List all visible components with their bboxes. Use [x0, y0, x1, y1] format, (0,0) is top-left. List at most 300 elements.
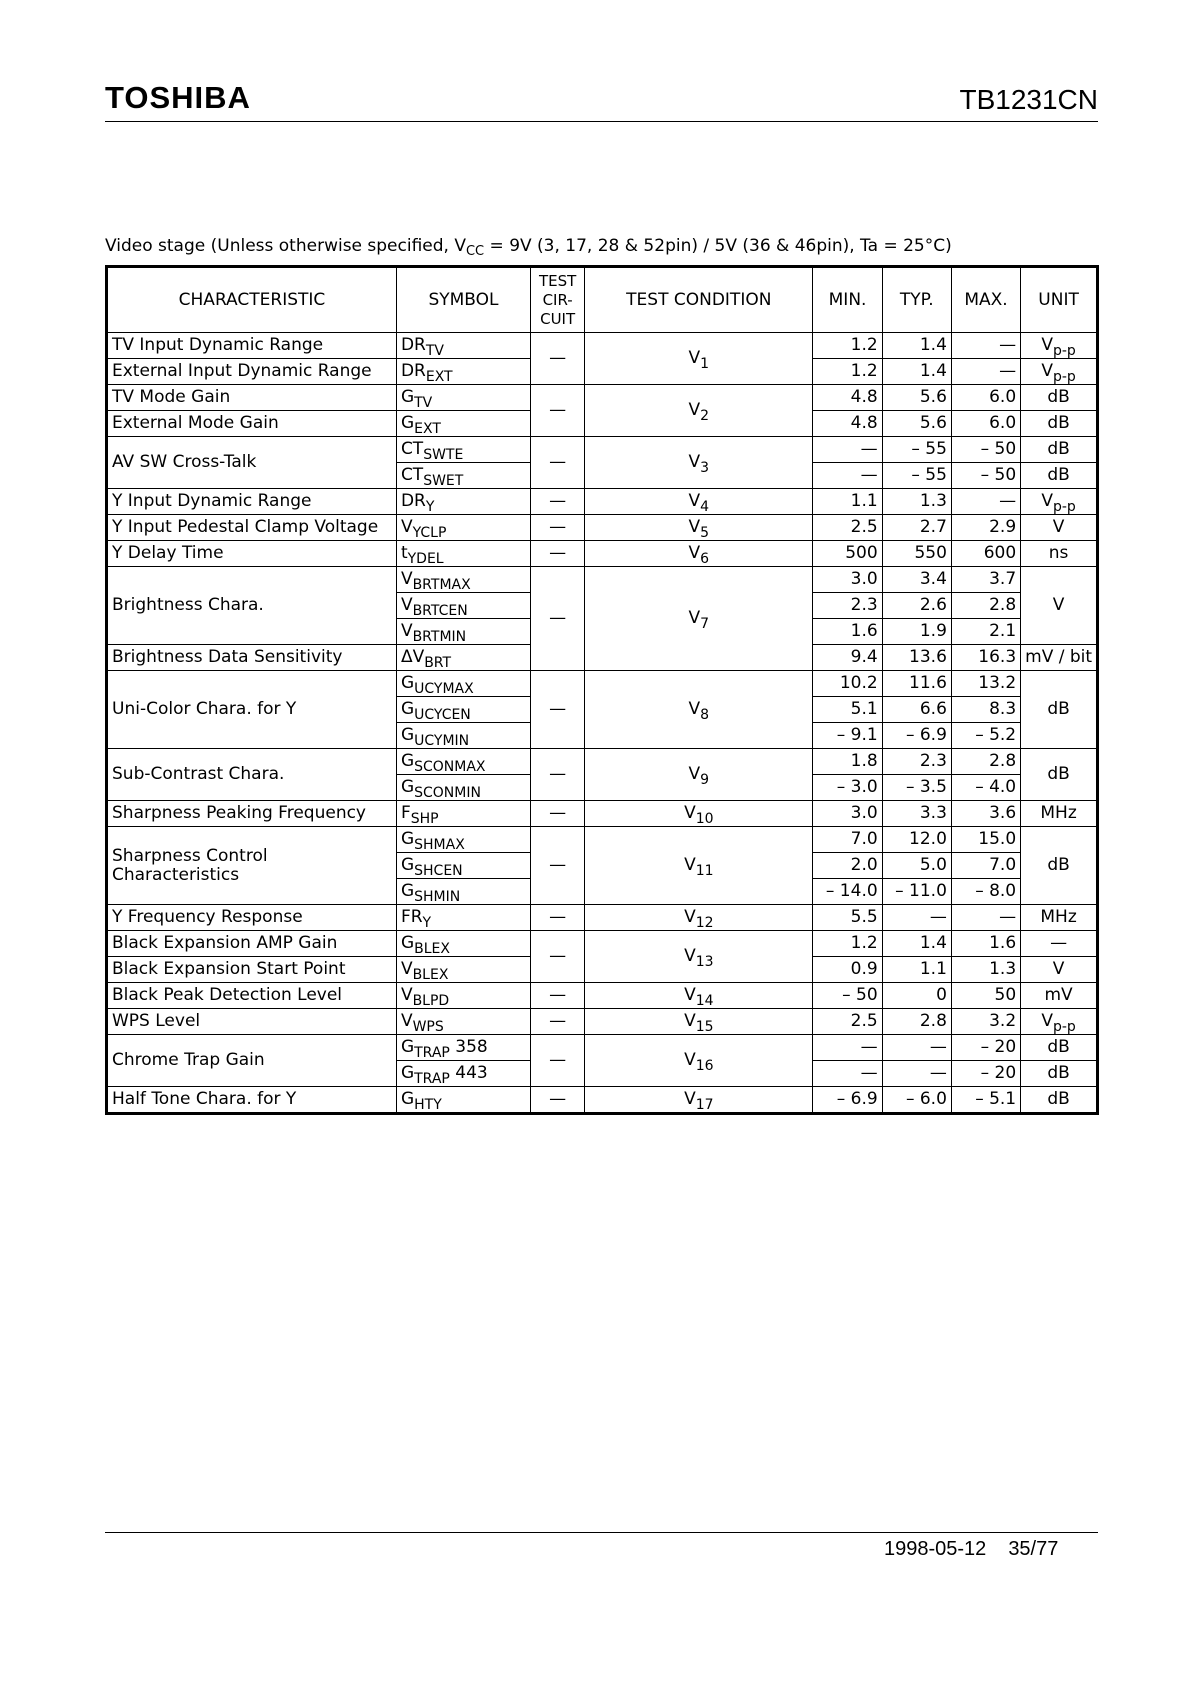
min-cell: 9.4 — [813, 645, 882, 671]
table-caption — [105, 236, 952, 259]
symbol-sub: TV — [414, 395, 433, 411]
condition-main: V — [684, 946, 696, 966]
min-cell: 1.6 — [813, 619, 882, 645]
col-typ: TYP. — [882, 267, 951, 333]
unit-cell — [1021, 957, 1098, 983]
table-row — [107, 1009, 1098, 1035]
table-row — [107, 541, 1098, 567]
condition-main: V — [688, 348, 701, 368]
min-cell: – 9.1 — [813, 723, 882, 749]
max-cell: 2.8 — [951, 593, 1020, 619]
max-cell: – 4.0 — [951, 775, 1020, 801]
typ-cell: – 3.5 — [882, 775, 951, 801]
unit-cell — [1021, 645, 1098, 671]
unit-cell — [1021, 437, 1098, 463]
table-row — [107, 489, 1098, 515]
condition-sub: 2 — [700, 408, 710, 424]
condition-sub: 7 — [700, 616, 710, 632]
condition-sub: 4 — [700, 499, 710, 515]
symbol-sub: Y — [425, 499, 435, 515]
col-min: MIN. — [813, 267, 882, 333]
unit-cell — [1021, 1061, 1098, 1087]
unit-main: V — [1052, 517, 1065, 537]
symbol-main: V — [400, 1011, 413, 1031]
test-circuit-cell: — — [531, 515, 585, 541]
table-row — [107, 1035, 1098, 1061]
footer-date: 1998-05-12 — [884, 1538, 987, 1560]
max-cell: 2.1 — [951, 619, 1020, 645]
characteristic-cell: Half Tone Chara. for Y — [107, 1087, 397, 1114]
test-condition-cell — [585, 541, 813, 567]
typ-cell: – 11.0 — [882, 879, 951, 905]
col-max: MAX. — [951, 267, 1020, 333]
symbol-sub: BRTCEN — [412, 603, 468, 619]
symbol-main: G — [400, 933, 415, 953]
caption-suffix: = 9V (3, 17, 28 & 52pin) / 5V (36 & 46pin), Ta = 25°C) — [484, 236, 952, 256]
test-circuit-cell: — — [531, 541, 585, 567]
max-cell: 6.0 — [951, 411, 1020, 437]
symbol-cell — [396, 567, 530, 593]
symbol-sub: UCYMAX — [414, 681, 474, 697]
test-circuit-cell: — — [531, 567, 585, 671]
condition-sub: 11 — [695, 863, 714, 879]
min-cell: 2.0 — [813, 853, 882, 879]
unit-main: dB — [1047, 1089, 1070, 1109]
min-cell: 1.2 — [813, 333, 882, 359]
unit-main: dB — [1047, 1037, 1070, 1057]
unit-sub: p-p — [1052, 369, 1076, 385]
table-row — [107, 515, 1098, 541]
condition-main: V — [688, 699, 701, 719]
page-footer — [884, 1538, 1058, 1561]
min-cell: – 14.0 — [813, 879, 882, 905]
unit-sub: p-p — [1052, 1019, 1076, 1035]
max-cell: – 5.1 — [951, 1087, 1020, 1114]
col-unit: UNIT — [1021, 267, 1098, 333]
min-cell: 1.8 — [813, 749, 882, 775]
symbol-sub: SWET — [423, 473, 464, 489]
test-circuit-cell: — — [531, 801, 585, 827]
max-cell: 1.6 — [951, 931, 1020, 957]
symbol-main: ΔV — [400, 647, 425, 667]
characteristic-cell: Y Input Pedestal Clamp Voltage — [107, 515, 397, 541]
test-condition-cell — [585, 1087, 813, 1114]
condition-main: V — [684, 803, 696, 823]
symbol-main: FR — [400, 907, 423, 927]
unit-cell — [1021, 489, 1098, 515]
condition-sub: 14 — [695, 993, 714, 1009]
min-cell: 2.5 — [813, 1009, 882, 1035]
unit-main: V — [1052, 595, 1065, 615]
symbol-cell — [396, 1009, 530, 1035]
characteristic-cell: Brightness Data Sensitivity — [107, 645, 397, 671]
min-cell: 1.1 — [813, 489, 882, 515]
symbol-main: t — [400, 543, 408, 563]
test-condition-cell — [585, 567, 813, 671]
unit-main: MHz — [1040, 907, 1077, 927]
condition-main: V — [688, 517, 701, 537]
characteristic-cell: Black Peak Detection Level — [107, 983, 397, 1009]
symbol-sub: SHP — [410, 811, 439, 827]
max-cell: — — [951, 489, 1020, 515]
characteristic-cell: Y Delay Time — [107, 541, 397, 567]
typ-cell: 1.3 — [882, 489, 951, 515]
unit-cell — [1021, 827, 1098, 905]
table-row — [107, 801, 1098, 827]
test-condition-cell — [585, 983, 813, 1009]
test-condition-cell — [585, 827, 813, 905]
min-cell: 0.9 — [813, 957, 882, 983]
test-circuit-cell: — — [531, 671, 585, 749]
typ-cell: 6.6 — [882, 697, 951, 723]
unit-main: V — [1041, 1011, 1053, 1031]
condition-main: V — [688, 543, 701, 563]
min-cell: 10.2 — [813, 671, 882, 697]
symbol-cell — [396, 905, 530, 931]
unit-sub: p-p — [1052, 343, 1076, 359]
condition-main: V — [688, 452, 701, 472]
unit-sub: p-p — [1052, 499, 1076, 515]
symbol-main: CT — [400, 465, 424, 485]
unit-main: mV — [1044, 985, 1073, 1005]
symbol-cell — [396, 515, 530, 541]
symbol-main: G — [400, 1037, 415, 1057]
symbol-main: G — [400, 881, 415, 901]
min-cell: 2.3 — [813, 593, 882, 619]
table-row — [107, 385, 1098, 411]
characteristic-cell: Brightness Chara. — [107, 567, 397, 645]
unit-main: dB — [1047, 764, 1070, 784]
symbol-cell — [396, 697, 530, 723]
symbol-sub: SHMIN — [414, 889, 461, 905]
max-cell: – 50 — [951, 437, 1020, 463]
symbol-suffix: 358 — [449, 1037, 488, 1057]
condition-sub: 6 — [700, 551, 710, 567]
symbol-sub: BRTMAX — [412, 577, 471, 593]
test-circuit-cell: — — [531, 1009, 585, 1035]
symbol-main: G — [400, 751, 415, 771]
table-row — [107, 437, 1098, 463]
min-cell: 3.0 — [813, 567, 882, 593]
typ-cell: 550 — [882, 541, 951, 567]
min-cell: 1.2 — [813, 359, 882, 385]
symbol-main: V — [400, 621, 413, 641]
test-condition-cell — [585, 931, 813, 983]
max-cell: 8.3 — [951, 697, 1020, 723]
typ-cell: 1.1 — [882, 957, 951, 983]
typ-cell: 2.7 — [882, 515, 951, 541]
test-condition-cell — [585, 1009, 813, 1035]
symbol-main: G — [400, 855, 415, 875]
typ-cell: 3.4 — [882, 567, 951, 593]
test-circuit-cell: — — [531, 489, 585, 515]
test-circuit-cell: — — [531, 385, 585, 437]
test-condition-cell — [585, 1035, 813, 1087]
min-cell: 1.2 — [813, 931, 882, 957]
symbol-sub: UCYMIN — [414, 733, 470, 749]
typ-cell: 1.4 — [882, 333, 951, 359]
symbol-cell — [396, 1061, 530, 1087]
symbol-cell — [396, 1087, 530, 1114]
unit-main: V — [1052, 959, 1065, 979]
test-circuit-cell: — — [531, 749, 585, 801]
characteristic-cell: External Input Dynamic Range — [107, 359, 397, 385]
unit-main: dB — [1047, 855, 1070, 875]
characteristic-cell: AV SW Cross-Talk — [107, 437, 397, 489]
min-cell: – 6.9 — [813, 1087, 882, 1114]
condition-sub: 13 — [695, 954, 714, 970]
max-cell: — — [951, 333, 1020, 359]
symbol-main: G — [400, 777, 415, 797]
symbol-main: V — [400, 595, 413, 615]
typ-cell: 11.6 — [882, 671, 951, 697]
unit-main: dB — [1047, 413, 1070, 433]
header-row — [107, 267, 1098, 333]
table-row — [107, 567, 1098, 593]
symbol-cell — [396, 593, 530, 619]
footer-page: 35/77 — [1008, 1538, 1059, 1560]
typ-cell: — — [882, 905, 951, 931]
max-cell: — — [951, 359, 1020, 385]
symbol-sub: WPS — [412, 1019, 444, 1035]
unit-main: ns — [1048, 543, 1069, 563]
condition-main: V — [688, 608, 701, 628]
symbol-main: G — [400, 1063, 415, 1083]
unit-cell — [1021, 515, 1098, 541]
characteristic-cell: WPS Level — [107, 1009, 397, 1035]
symbol-sub: YDEL — [407, 551, 444, 567]
symbol-sub: BRT — [424, 655, 452, 671]
characteristic-cell: Y Input Dynamic Range — [107, 489, 397, 515]
characteristic-cell: Y Frequency Response — [107, 905, 397, 931]
symbol-cell — [396, 983, 530, 1009]
symbol-cell — [396, 853, 530, 879]
unit-cell — [1021, 411, 1098, 437]
unit-cell — [1021, 333, 1098, 359]
typ-cell: 1.4 — [882, 931, 951, 957]
caption-sub: CC — [465, 244, 485, 259]
typ-cell: 1.4 — [882, 359, 951, 385]
symbol-main: G — [400, 829, 415, 849]
unit-main: V — [1041, 361, 1053, 381]
symbol-sub: HTY — [414, 1097, 442, 1113]
characteristic-cell: Uni-Color Chara. for Y — [107, 671, 397, 749]
symbol-sub: TV — [425, 343, 444, 359]
typ-cell: – 6.0 — [882, 1087, 951, 1114]
condition-sub: 12 — [695, 915, 714, 931]
col-test-circuit: TEST CIR- CUIT — [531, 267, 585, 333]
part-number: TB1231CN — [959, 84, 1098, 115]
symbol-sub: YCLP — [412, 525, 447, 541]
characteristic-cell: Sub-Contrast Chara. — [107, 749, 397, 801]
max-cell: 3.7 — [951, 567, 1020, 593]
max-cell: 2.8 — [951, 749, 1020, 775]
min-cell: – 50 — [813, 983, 882, 1009]
unit-cell — [1021, 541, 1098, 567]
max-cell: – 8.0 — [951, 879, 1020, 905]
company-logo: TOSHIBA — [105, 80, 251, 115]
symbol-cell — [396, 619, 530, 645]
symbol-cell — [396, 463, 530, 489]
max-cell: 3.2 — [951, 1009, 1020, 1035]
symbol-cell — [396, 437, 530, 463]
characteristic-cell: External Mode Gain — [107, 411, 397, 437]
condition-sub: 8 — [700, 707, 710, 723]
condition-sub: 15 — [695, 1019, 714, 1035]
max-cell: – 50 — [951, 463, 1020, 489]
typ-cell: 3.3 — [882, 801, 951, 827]
unit-cell — [1021, 1009, 1098, 1035]
symbol-main: V — [400, 569, 413, 589]
unit-cell — [1021, 905, 1098, 931]
col-test-condition: TEST CONDITION — [585, 267, 813, 333]
test-circuit-cell: — — [531, 983, 585, 1009]
condition-main: V — [688, 764, 701, 784]
test-condition-cell — [585, 489, 813, 515]
table-row — [107, 749, 1098, 775]
condition-main: V — [684, 985, 696, 1005]
min-cell: 7.0 — [813, 827, 882, 853]
symbol-cell — [396, 801, 530, 827]
test-circuit-cell: — — [531, 1087, 585, 1114]
min-cell: 2.5 — [813, 515, 882, 541]
test-condition-cell — [585, 801, 813, 827]
typ-cell: — — [882, 1061, 951, 1087]
test-circuit-cell: — — [531, 905, 585, 931]
min-cell: — — [813, 463, 882, 489]
symbol-suffix: 443 — [449, 1063, 488, 1083]
symbol-cell — [396, 749, 530, 775]
symbol-cell — [396, 879, 530, 905]
min-cell: 3.0 — [813, 801, 882, 827]
symbol-sub: Y — [422, 915, 432, 931]
symbol-sub: BLEX — [412, 967, 449, 983]
caption-prefix: Video stage (Unless otherwise specified, V — [105, 236, 466, 256]
unit-main: dB — [1047, 387, 1070, 407]
condition-sub: 9 — [700, 772, 710, 788]
min-cell: — — [813, 437, 882, 463]
max-cell: 13.2 — [951, 671, 1020, 697]
min-cell: 500 — [813, 541, 882, 567]
col-characteristic: CHARACTERISTIC — [107, 267, 397, 333]
symbol-cell — [396, 931, 530, 957]
test-condition-cell — [585, 671, 813, 749]
min-cell: 4.8 — [813, 385, 882, 411]
col-symbol: SYMBOL — [396, 267, 530, 333]
condition-sub: 16 — [695, 1058, 714, 1074]
table-row — [107, 931, 1098, 957]
symbol-sub: SWTE — [423, 447, 464, 463]
typ-cell: – 55 — [882, 463, 951, 489]
test-condition-cell — [585, 333, 813, 385]
symbol-main: F — [400, 803, 411, 823]
typ-cell: 0 — [882, 983, 951, 1009]
typ-cell: 13.6 — [882, 645, 951, 671]
symbol-main: G — [400, 387, 415, 407]
test-condition-cell — [585, 385, 813, 437]
typ-cell: — — [882, 1035, 951, 1061]
symbol-sub: EXT — [425, 369, 453, 385]
symbol-main: G — [400, 673, 415, 693]
unit-main: dB — [1047, 699, 1070, 719]
condition-sub: 17 — [695, 1097, 714, 1113]
symbol-sub: EXT — [414, 421, 441, 437]
characteristic-cell: Chrome Trap Gain — [107, 1035, 397, 1087]
spec-table — [105, 265, 1099, 1115]
unit-cell — [1021, 359, 1098, 385]
condition-main: V — [684, 1011, 696, 1031]
symbol-cell — [396, 1035, 530, 1061]
max-cell: 50 — [951, 983, 1020, 1009]
symbol-main: V — [400, 517, 413, 537]
symbol-cell — [396, 723, 530, 749]
symbol-sub: SHCEN — [414, 863, 463, 879]
symbol-main: DR — [400, 335, 426, 355]
symbol-cell — [396, 957, 530, 983]
header-rule — [105, 121, 1098, 122]
typ-cell: 12.0 — [882, 827, 951, 853]
unit-cell — [1021, 983, 1098, 1009]
min-cell: — — [813, 1061, 882, 1087]
unit-main: MHz — [1040, 803, 1077, 823]
max-cell: 2.9 — [951, 515, 1020, 541]
symbol-main: G — [400, 699, 415, 719]
symbol-main: V — [400, 985, 413, 1005]
symbol-sub: TRAP — [414, 1071, 450, 1087]
typ-cell: 2.8 — [882, 1009, 951, 1035]
min-cell: 5.1 — [813, 697, 882, 723]
typ-cell: 5.6 — [882, 385, 951, 411]
unit-cell — [1021, 931, 1098, 957]
max-cell: 7.0 — [951, 853, 1020, 879]
max-cell: 15.0 — [951, 827, 1020, 853]
symbol-sub: BLEX — [414, 941, 450, 957]
condition-main: V — [684, 1050, 696, 1070]
test-circuit-cell: — — [531, 333, 585, 385]
typ-cell: 2.3 — [882, 749, 951, 775]
symbol-main: G — [400, 725, 415, 745]
table-row — [107, 333, 1098, 359]
table-row — [107, 1087, 1098, 1114]
symbol-main: DR — [400, 491, 426, 511]
symbol-sub: BRTMIN — [412, 629, 467, 645]
characteristic-cell: Black Expansion AMP Gain — [107, 931, 397, 957]
symbol-main: G — [400, 1089, 415, 1109]
condition-main: V — [688, 491, 701, 511]
unit-cell — [1021, 385, 1098, 411]
min-cell: 5.5 — [813, 905, 882, 931]
typ-cell: – 6.9 — [882, 723, 951, 749]
unit-main: mV / bit — [1025, 647, 1093, 667]
max-cell: – 5.2 — [951, 723, 1020, 749]
unit-cell — [1021, 463, 1098, 489]
symbol-sub: BLPD — [412, 993, 450, 1009]
symbol-sub: SCONMIN — [414, 785, 481, 801]
unit-main: dB — [1047, 439, 1070, 459]
condition-main: V — [688, 400, 701, 420]
typ-cell: 5.6 — [882, 411, 951, 437]
condition-sub: 5 — [700, 525, 710, 541]
typ-cell: 2.6 — [882, 593, 951, 619]
unit-cell — [1021, 801, 1098, 827]
symbol-sub: SHMAX — [414, 837, 465, 853]
table-row — [107, 671, 1098, 697]
condition-sub: 3 — [700, 460, 710, 476]
unit-cell — [1021, 749, 1098, 801]
typ-cell: 1.9 — [882, 619, 951, 645]
unit-cell — [1021, 567, 1098, 645]
characteristic-cell: TV Input Dynamic Range — [107, 333, 397, 359]
